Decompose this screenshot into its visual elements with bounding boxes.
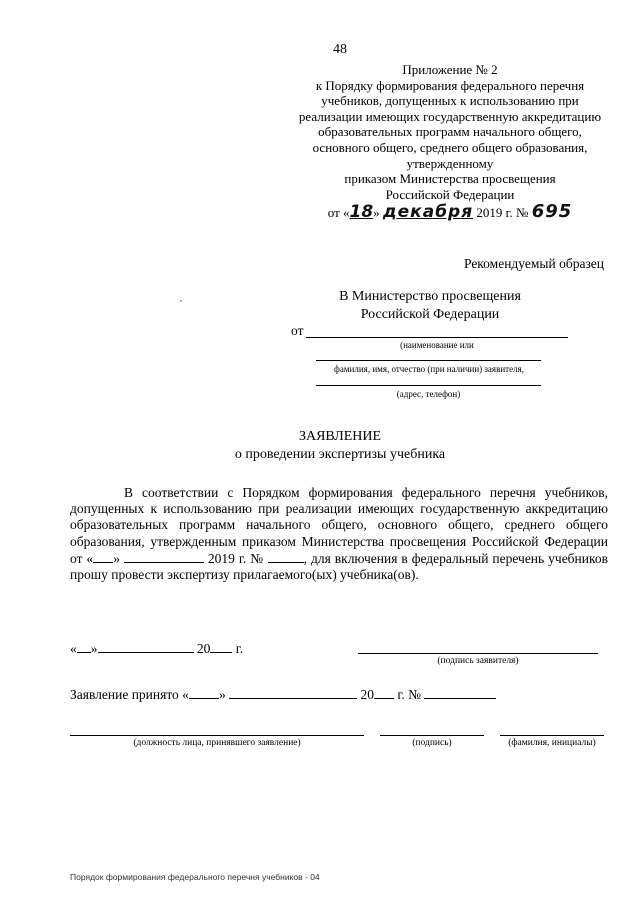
- appendix-line: образовательных программ начального общего,: [318, 124, 582, 140]
- from-caption-address: (адрес, телефон): [396, 389, 461, 399]
- date-quote-close: »: [90, 641, 98, 656]
- handwritten-month: декабря: [382, 202, 474, 223]
- appendix-block: [282, 62, 618, 221]
- appendix-line: утвержденному: [406, 155, 494, 171]
- accepted-row: [70, 686, 496, 703]
- from-caption-name: (наименование или: [400, 340, 474, 350]
- from-fio-line: [316, 360, 541, 361]
- heading-block: [0, 428, 640, 464]
- date-year-blank: [210, 640, 232, 653]
- appendix-line: к Порядку формирования федерального перечня: [315, 77, 585, 93]
- footer-note: Порядок формирования федерального перечня учебников - 04: [70, 872, 320, 882]
- appendix-date-line: [282, 201, 618, 223]
- body-part4: , для включения в федеральный перечень учебников прошу провести экспертизу прилагаемого(ых) учебника(ов).: [70, 550, 608, 583]
- from-label: от: [291, 323, 304, 338]
- date-day-blank: [77, 640, 91, 653]
- addressee-block: [290, 288, 570, 324]
- appendix-line: Приложение № 2: [402, 62, 498, 77]
- addressee-line2: Российской Федерации: [360, 307, 500, 322]
- accepted-number-blank: [424, 686, 496, 699]
- appendix-line: основного общего, среднего общего образования,: [312, 139, 588, 155]
- accepted-year-prefix: 20: [360, 687, 374, 702]
- heading-subtitle: о проведении экспертизы учебника: [234, 447, 446, 462]
- body-part1: В соответствии с Порядком формирования федерального перечня учебников, допущенных к использованию при реализации имеющих государственную аккредитацию образовательных программ начального общего, основного общего, среднего общего образования, утвержденным приказом Министерства просвещения Российской Федерации от «: [70, 485, 608, 566]
- date-quote-close: »: [373, 205, 380, 221]
- accepted-year-blank: [374, 686, 394, 699]
- body-day-blank: [93, 550, 113, 563]
- body-text: [70, 485, 608, 583]
- handwritten-day: 18: [349, 202, 374, 223]
- appendix-line: Российской Федерации: [385, 186, 515, 202]
- from-name-line: [306, 337, 568, 338]
- accepted-year-suffix: г. №: [397, 687, 421, 702]
- recommended-sample-label: Рекомендуемый образец: [463, 256, 604, 271]
- applicant-signature-line: [358, 653, 598, 654]
- signature-date-row: [70, 640, 243, 657]
- accepted-label: Заявление принято «: [70, 687, 189, 702]
- accepted-quote-close: »: [218, 687, 226, 702]
- scan-speck: [180, 300, 182, 302]
- acceptor-name-caption: (фамилия, инициалы): [508, 738, 596, 748]
- date-year-suffix: г.: [235, 641, 244, 656]
- date-month-blank: [98, 640, 194, 653]
- acceptor-signature-caption: (подпись): [412, 738, 452, 748]
- acceptor-name-line: [500, 735, 604, 736]
- from-caption-fio: фамилия, имя, отчество (при наличии) заявителя,: [334, 364, 524, 374]
- accepted-month-blank: [229, 686, 357, 699]
- from-address-line: [316, 385, 541, 386]
- date-year: 2019 г. №: [476, 205, 529, 221]
- body-number-blank: [268, 550, 304, 563]
- heading-title: ЗАЯВЛЕНИЕ: [298, 429, 382, 444]
- applicant-signature-caption: (подпись заявителя): [437, 656, 519, 666]
- appendix-line: реализации имеющих государственную аккредитацию: [298, 108, 602, 124]
- body-month-blank: [124, 550, 204, 563]
- acceptor-signature-line: [380, 735, 484, 736]
- position-caption: (должность лица, принявшего заявление): [133, 738, 301, 748]
- appendix-line: учебников, допущенных к использованию при: [321, 93, 579, 109]
- body-paragraph: [70, 485, 608, 583]
- date-quote-open: «: [70, 641, 77, 656]
- body-part2: »: [113, 550, 120, 566]
- body-part3: 2019 г. №: [207, 550, 264, 566]
- page-number: 48: [333, 42, 347, 57]
- appendix-line: приказом Министерства просвещения: [344, 171, 556, 187]
- accepted-day-blank: [189, 686, 219, 699]
- date-prefix: от «: [327, 205, 350, 221]
- position-line: [70, 735, 364, 736]
- addressee-line1: В Министерство просвещения: [339, 289, 521, 304]
- handwritten-number: 695: [531, 201, 573, 223]
- date-year-prefix: 20: [196, 641, 211, 656]
